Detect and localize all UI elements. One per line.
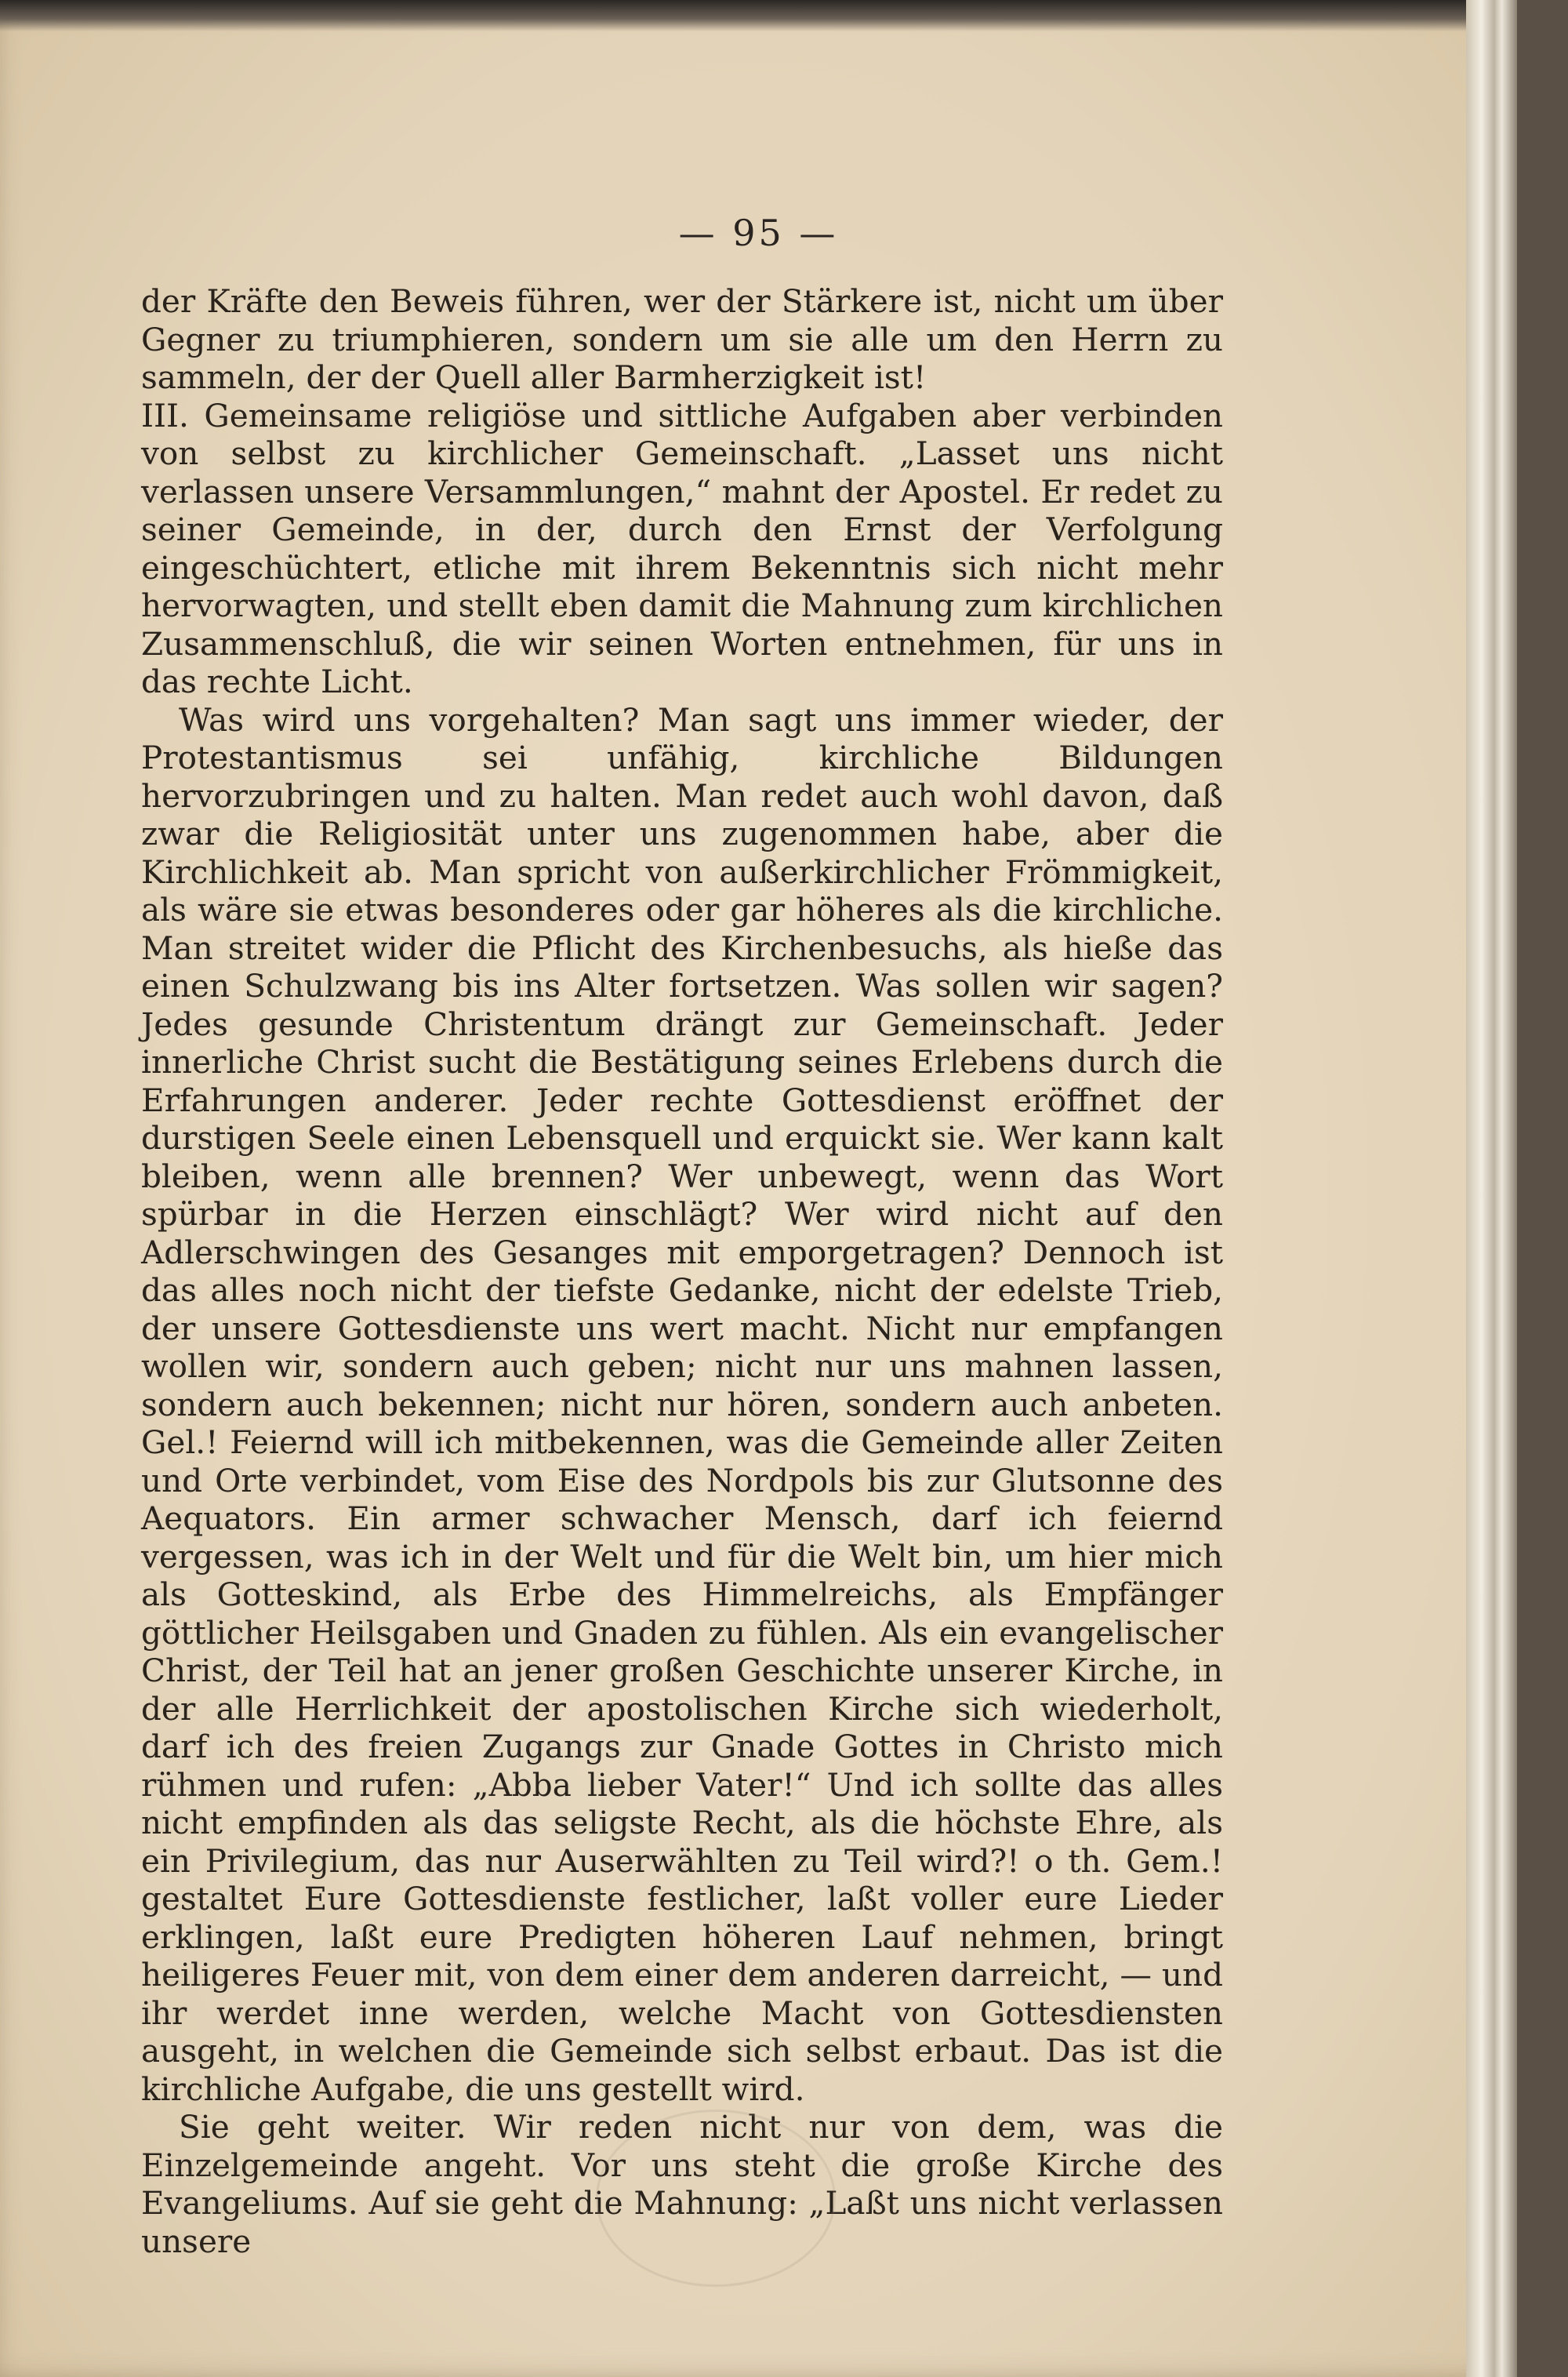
book-edge	[1466, 0, 1517, 2377]
body-text	[141, 282, 1223, 2260]
paragraph-3: Was wird uns vorgehalten? Man sagt uns immer wieder, der Protestantismus sei unfähig, kirchliche Bildungen hervorzubringen und zu halten. Man redet auch wohl davon, daß zwar die Religiosität unter uns zugenommen habe, aber die Kirchlichkeit ab. Man spricht von außerkirchlicher Frömmigkeit, als wäre sie etwas besonderes oder gar höheres als die kirchliche. Man streitet wider die Pflicht des Kirchenbesuchs, als hieße das einen Schulzwang bis ins Alter fortsetzen. Was sollen wir sagen? Jedes gesunde Christentum drängt zur Gemeinschaft. Jeder innerliche Christ sucht die Bestätigung seines Erlebens durch die Erfahrungen anderer. Jeder rechte Gottesdienst eröffnet der durstigen Seele einen Lebensquell und erquickt sie. Wer kann kalt bleiben, wenn alle brennen? Wer unbewegt, wenn das Wort spürbar in die Herzen einschlägt? Wer wird nicht auf den Adlerschwingen des Gesanges mit emporgetragen? Dennoch ist das alles noch nicht der tiefste Gedanke, nicht der edelste Trieb, der unsere Gottesdienste uns wert macht. Nicht nur empfangen wollen wir, sondern auch geben; nicht nur uns mahnen lassen, sondern auch bekennen; nicht nur hören, sondern auch anbeten. Gel.! Feiernd will ich mitbekennen, was die Gemeinde aller Zeiten und Orte verbindet, vom Eise des Nordpols bis zur Glutsonne des Aequators. Ein armer schwacher Mensch, darf ich feiernd vergessen, was ich in der Welt und für die Welt bin, um hier mich als Gotteskind, als Erbe des Himmelreichs, als Empfänger göttlicher Heilsgaben und Gnaden zu fühlen. Als ein evangelischer Christ, der Teil hat an jener großen Geschichte unserer Kirche, in der alle Herrlichkeit der apostolischen Kirche sich wiederholt, darf ich des freien Zugangs zur Gnade Gottes in Christo mich rühmen und rufen: „Abba lieber Vater!“ Und ich sollte das alles nicht empfinden als das seligste Recht, als die höchste Ehre, als ein Privilegium, das nur Auserwählten zu Teil wird?! o th. Gem.! gestaltet Eure Gottesdienste festlicher, laßt voller eure Lieder erklingen, laßt eure Predigten höheren Lauf nehmen, bringt heiligeres Feuer mit, von dem einer dem anderen darreicht, — und ihr werdet inne werden, welche Macht von Gottesdiensten ausgeht, in welchen die Gemeinde sich selbst erbaut. Das ist die kirchliche Aufgabe, die uns gestellt wird.	[141, 700, 1223, 2108]
paragraph-2: III. Gemeinsame religiöse und sittliche Aufgaben aber verbinden von selbst zu kirchlicher Gemeinschaft. „Lasset uns nicht verlassen unsere Versammlungen,“ mahnt der Apostel. Er redet zu seiner Gemeinde, in der, durch den Ernst der Verfolgung eingeschüchtert, etliche mit ihrem Bekenntnis sich nicht mehr hervorwagten, und stellt eben damit die Mahnung zum kirchlichen Zusammenschluß, die wir seinen Worten entnehmen, für uns in das rechte Licht.	[141, 396, 1223, 700]
scan-top-edge	[0, 0, 1517, 31]
paragraph-4: Sie geht weiter. Wir reden nicht nur von dem, was die Einzelgemeinde angeht. Vor uns steht die große Kirche des Evangeliums. Auf sie geht die Mahnung: „Laßt uns nicht verlassen unsere	[141, 2108, 1223, 2260]
faint-stamp	[596, 2110, 836, 2287]
paragraph-1: der Kräfte den Beweis führen, wer der Stärkere ist, nicht um über Gegner zu triumphieren, sondern um sie alle um den Herrn zu sammeln, der der Quell aller Barmherzigkeit ist!	[141, 282, 1223, 396]
page-number: — 95 —	[678, 212, 839, 254]
